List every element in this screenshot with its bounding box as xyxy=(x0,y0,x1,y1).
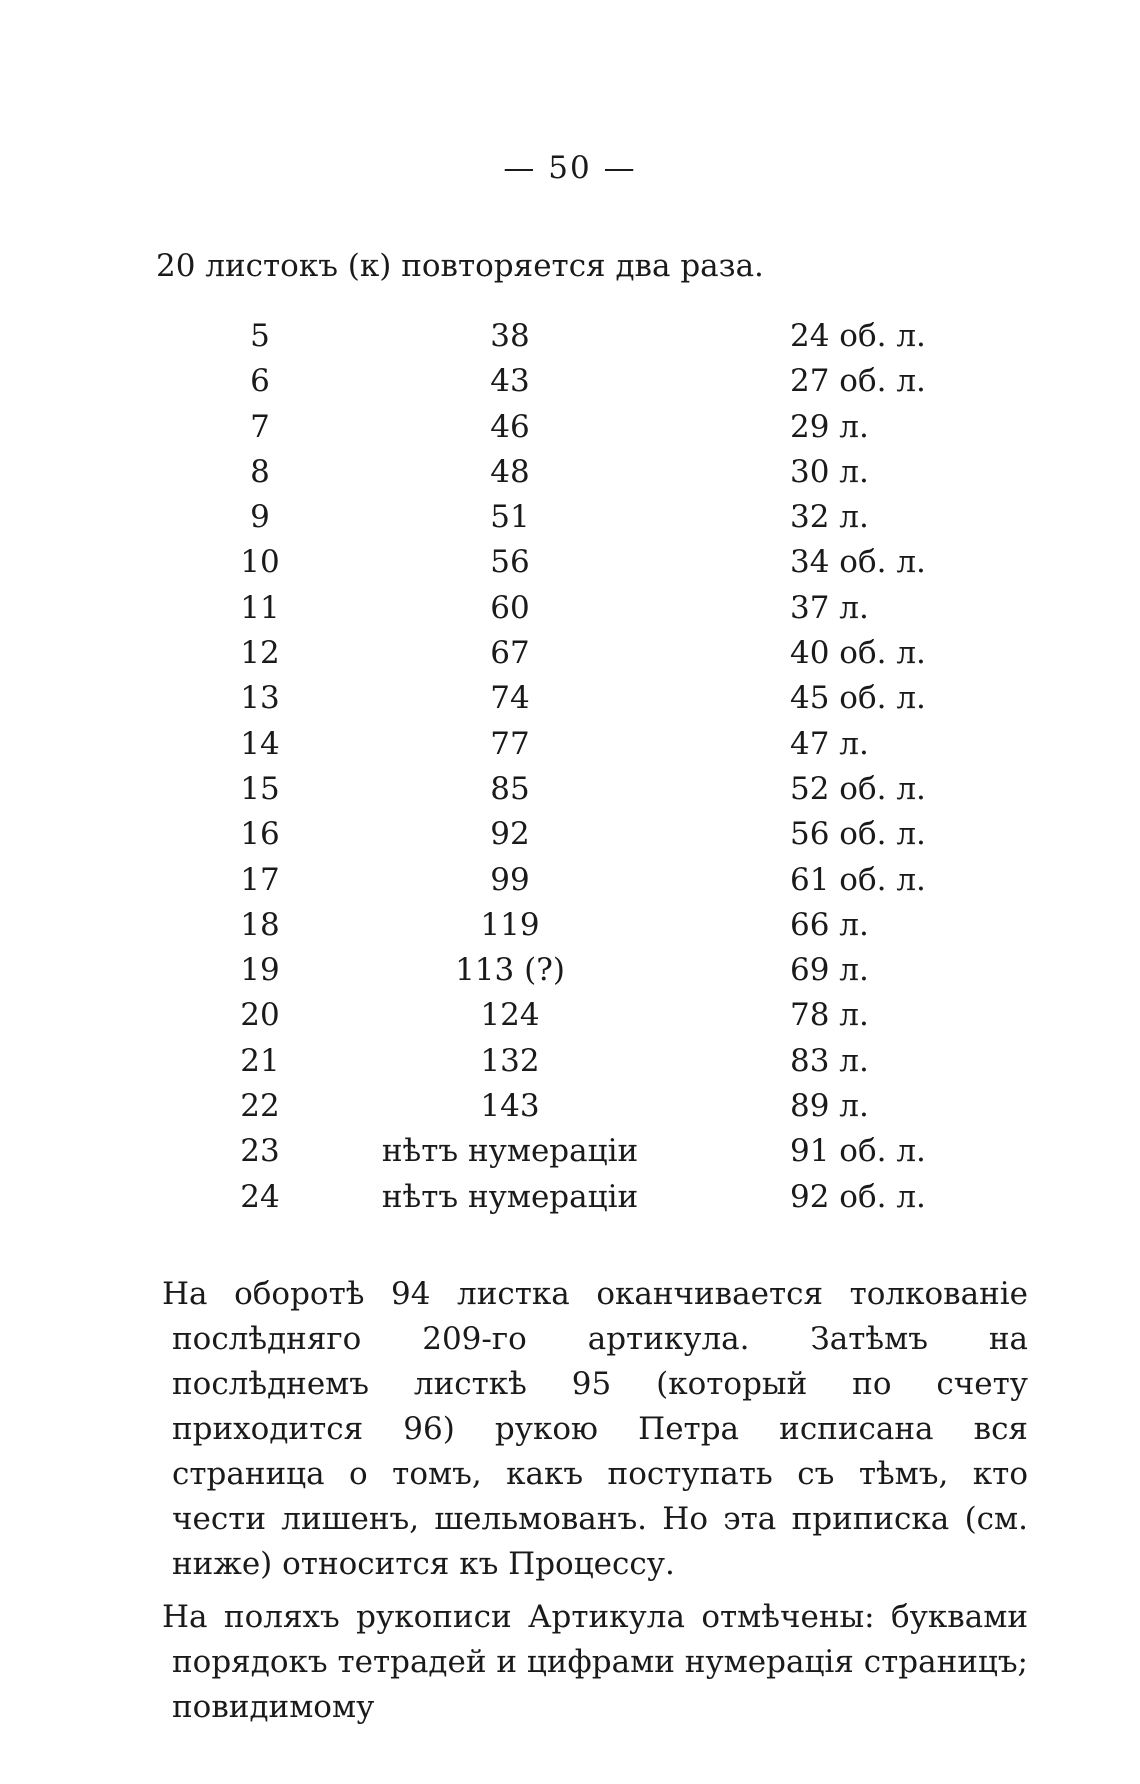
table-row xyxy=(0,907,1140,952)
page-number-cell: 74 xyxy=(490,680,530,717)
page-number-cell: 60 xyxy=(490,589,530,626)
table-row xyxy=(0,1133,1140,1178)
table-row xyxy=(0,635,1140,680)
row-number-cell: 7 xyxy=(250,408,270,445)
body-text xyxy=(162,1272,1028,1736)
row-number-cell: 24 xyxy=(240,1178,280,1215)
table-row xyxy=(0,726,1140,771)
page-number-cell: 77 xyxy=(490,725,530,762)
row-number-cell: 6 xyxy=(250,363,270,400)
page-number-cell: 92 xyxy=(490,816,530,853)
leaf-cell: 30 л. xyxy=(790,453,869,490)
leaf-cell: 27 об. л. xyxy=(790,363,926,400)
table-row xyxy=(0,862,1140,907)
page-number: — 50 — xyxy=(503,150,637,186)
paragraph-2: На поляхъ рукописи Артикула отмѣчены: буквами порядокъ тетрадей и цифрами нумерація страницъ; повидимому xyxy=(162,1599,1028,1725)
page-number-cell: 56 xyxy=(490,544,530,581)
leaf-cell: 32 л. xyxy=(790,499,869,536)
table-row xyxy=(0,816,1140,861)
page-number-cell: 48 xyxy=(490,453,530,490)
page-number-cell: 67 xyxy=(490,635,530,672)
page-number-cell: 99 xyxy=(490,861,530,898)
table-row xyxy=(0,680,1140,725)
leaf-cell: 69 л. xyxy=(790,952,869,989)
intro-line: 20 листокъ (к) повторяется два раза. xyxy=(156,248,764,284)
leaf-cell: 47 л. xyxy=(790,725,869,762)
row-number-cell: 11 xyxy=(240,589,280,626)
table-row xyxy=(0,544,1140,589)
table-row xyxy=(0,363,1140,408)
page-number-cell: 43 xyxy=(490,363,530,400)
leaf-cell: 40 об. л. xyxy=(790,635,926,672)
leaf-cell: 89 л. xyxy=(790,1088,869,1125)
row-number-cell: 5 xyxy=(250,318,270,354)
table-row xyxy=(0,1179,1140,1224)
table-row xyxy=(0,952,1140,997)
row-number-cell: 18 xyxy=(240,906,280,943)
row-number-cell: 8 xyxy=(250,453,270,490)
row-number-cell: 23 xyxy=(240,1133,280,1170)
table-row xyxy=(0,454,1140,499)
page-number-cell: 38 xyxy=(490,318,530,354)
table-row xyxy=(0,997,1140,1042)
table-row xyxy=(0,318,1140,363)
table-row xyxy=(0,499,1140,544)
page-number-cell: 124 xyxy=(480,997,540,1034)
row-number-cell: 22 xyxy=(240,1088,280,1125)
paragraph-1: На оборотѣ 94 листка оканчивается толкованіе послѣдняго 209-го артикула. Затѣмъ на послѣднемъ листкѣ 95 (который по счету приходится 96) рукою Петра исписана вся страница о томъ, какъ поступать съ тѣмъ, кто чести лишенъ, шельмованъ. Но эта приписка (см. ниже) относится къ Процессу. xyxy=(162,1276,1028,1582)
leaf-cell: 45 об. л. xyxy=(790,680,926,717)
table-row xyxy=(0,409,1140,454)
table-row xyxy=(0,1043,1140,1088)
leaf-cell: 29 л. xyxy=(790,408,869,445)
leaf-cell: 83 л. xyxy=(790,1042,869,1079)
leaf-cell: 61 об. л. xyxy=(790,861,926,898)
page-number-cell: 113 (?) xyxy=(455,952,565,989)
row-number-cell: 19 xyxy=(240,952,280,989)
page-number-cell: 51 xyxy=(490,499,530,536)
leaf-cell: 24 об. л. xyxy=(790,318,926,354)
row-number-cell: 9 xyxy=(250,499,270,536)
page-number-cell: нѣтъ нумераціи xyxy=(381,1178,639,1215)
leaf-cell: 52 об. л. xyxy=(790,770,926,807)
row-number-cell: 13 xyxy=(240,680,280,717)
row-number-cell: 14 xyxy=(240,725,280,762)
row-number-cell: 16 xyxy=(240,816,280,853)
page-number-cell: 143 xyxy=(480,1088,540,1125)
leaf-cell: 66 л. xyxy=(790,906,869,943)
table-row xyxy=(0,771,1140,816)
leaf-cell: 56 об. л. xyxy=(790,816,926,853)
leaf-cell: 92 об. л. xyxy=(790,1178,926,1215)
page-number-cell: 85 xyxy=(490,770,530,807)
page-number-cell: 46 xyxy=(490,408,530,445)
table-row xyxy=(0,590,1140,635)
leaf-table xyxy=(0,318,1140,1224)
table-row xyxy=(0,1088,1140,1133)
row-number-cell: 20 xyxy=(240,997,280,1034)
row-number-cell: 10 xyxy=(240,544,280,581)
leaf-cell: 91 об. л. xyxy=(790,1133,926,1170)
page-number-cell: 119 xyxy=(480,906,540,943)
row-number-cell: 15 xyxy=(240,770,280,807)
row-number-cell: 12 xyxy=(240,635,280,672)
leaf-cell: 37 л. xyxy=(790,589,869,626)
row-number-cell: 21 xyxy=(240,1042,280,1079)
page-number-cell: 132 xyxy=(480,1042,540,1079)
page-number-cell: нѣтъ нумераціи xyxy=(381,1133,639,1170)
leaf-cell: 78 л. xyxy=(790,997,869,1034)
row-number-cell: 17 xyxy=(240,861,280,898)
leaf-cell: 34 об. л. xyxy=(790,544,926,581)
